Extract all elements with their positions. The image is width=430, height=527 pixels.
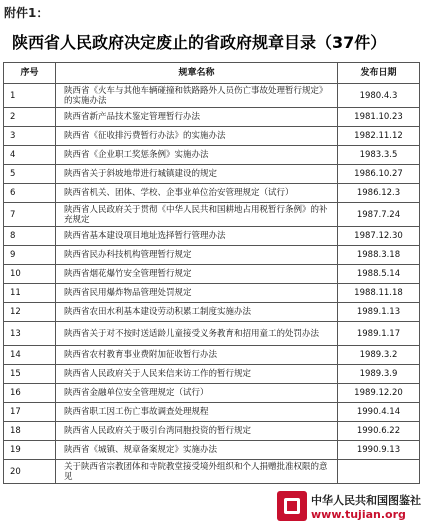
header-name: 规章名称: [56, 63, 338, 84]
row-name: 陕西省关于斜坡地带进行城镇建设的规定: [56, 165, 338, 184]
row-name: 陕西省人民政府关于吸引台湾同胞投资的暂行规定: [56, 422, 338, 441]
table-row: [4, 403, 420, 422]
table-row: [4, 322, 420, 346]
row-date: 1981.10.23: [338, 108, 420, 127]
row-date: 1989.1.13: [338, 303, 420, 322]
row-number: 1: [4, 84, 56, 108]
row-name: 陕西省民用爆炸物品管理处罚规定: [56, 284, 338, 303]
row-date: 1990.9.13: [338, 441, 420, 460]
row-name: 陕西省机关、团体、学校、企事业单位治安管理规定（试行）: [56, 184, 338, 203]
row-date: 1987.7.24: [338, 203, 420, 227]
table-row: [4, 84, 420, 108]
row-number: 6: [4, 184, 56, 203]
row-number: 12: [4, 303, 56, 322]
row-date: 1980.4.3: [338, 84, 420, 108]
row-number: 2: [4, 108, 56, 127]
row-number: 7: [4, 203, 56, 227]
row-date: 1988.3.18: [338, 246, 420, 265]
row-number: 9: [4, 246, 56, 265]
row-number: 3: [4, 127, 56, 146]
row-number: 16: [4, 384, 56, 403]
row-name: 陕西省《征收排污费暂行办法》的实施办法: [56, 127, 338, 146]
row-date: 1989.3.2: [338, 346, 420, 365]
row-name: 陕西省金融单位安全管理规定（试行）: [56, 384, 338, 403]
table-row: [4, 422, 420, 441]
row-name: 陕西省烟花爆竹安全管理暂行规定: [56, 265, 338, 284]
table-row: [4, 108, 420, 127]
table-row: [4, 146, 420, 165]
watermark: [274, 489, 424, 523]
tujian-logo-icon: [277, 491, 307, 521]
row-number: 18: [4, 422, 56, 441]
table-row: [4, 346, 420, 365]
row-date: 1988.11.18: [338, 284, 420, 303]
table-row: [4, 384, 420, 403]
row-date: 1990.4.14: [338, 403, 420, 422]
row-name: 陕西省《企业职工奖惩条例》实施办法: [56, 146, 338, 165]
row-number: 17: [4, 403, 56, 422]
row-number: 5: [4, 165, 56, 184]
row-number: 11: [4, 284, 56, 303]
row-date: 1983.3.5: [338, 146, 420, 165]
table-header-row: [4, 63, 420, 84]
row-date: 1990.6.22: [338, 422, 420, 441]
header-number: 序号: [4, 63, 56, 84]
row-number: 4: [4, 146, 56, 165]
table-row: [4, 246, 420, 265]
table-row: [4, 184, 420, 203]
row-number: 20: [4, 460, 56, 484]
row-name: 陕西省新产品技术鉴定管理暂行办法: [56, 108, 338, 127]
row-date: 1987.12.30: [338, 227, 420, 246]
watermark-text: [311, 492, 421, 521]
row-name: 关于陕西省宗教团体和寺院教堂接受境外组织和个人捐赠批准权限的意见: [56, 460, 338, 484]
row-number: 15: [4, 365, 56, 384]
table-row: [4, 284, 420, 303]
row-name: 陕西省民办科技机构管理暂行规定: [56, 246, 338, 265]
row-date: 1989.1.17: [338, 322, 420, 346]
row-date: 1989.12.20: [338, 384, 420, 403]
watermark-name: 中华人民共和国图鉴社: [311, 493, 421, 507]
row-name: 陕西省农村教育事业费附加征收暂行办法: [56, 346, 338, 365]
table-row: [4, 203, 420, 227]
row-name: 陕西省基本建设项目地址选择暂行管理办法: [56, 227, 338, 246]
row-name: 陕西省人民政府关于贯彻《中华人民共和国耕地占用税暂行条例》的补充规定: [56, 203, 338, 227]
row-number: 19: [4, 441, 56, 460]
row-date: 1986.12.3: [338, 184, 420, 203]
table-row: [4, 365, 420, 384]
table-row: [4, 303, 420, 322]
row-number: 13: [4, 322, 56, 346]
row-number: 8: [4, 227, 56, 246]
row-number: 10: [4, 265, 56, 284]
watermark-url: www.tujian.org: [311, 507, 406, 521]
regulation-table: [3, 62, 420, 484]
table-row: [4, 441, 420, 460]
table-row: [4, 227, 420, 246]
row-name: 陕西省《城镇、规章备案规定》实施办法: [56, 441, 338, 460]
page-title: 陕西省人民政府决定废止的省政府规章目录（37件）: [12, 33, 387, 52]
table-row: [4, 127, 420, 146]
table-row: [4, 165, 420, 184]
row-name: 陕西省《火车与其他车辆碰撞和铁路路外人员伤亡事故处理暂行规定》的实施办法: [56, 84, 338, 108]
row-date: 1988.5.14: [338, 265, 420, 284]
row-name: 陕西省职工因工伤亡事故调查处理规程: [56, 403, 338, 422]
row-name: 陕西省人民政府关于人民来信来访工作的暂行规定: [56, 365, 338, 384]
row-name: 陕西省关于对不按时送适龄儿童接受义务教育和招用童工的处罚办法: [56, 322, 338, 346]
row-date: 1986.10.27: [338, 165, 420, 184]
row-date: 1989.3.9: [338, 365, 420, 384]
table-row: [4, 460, 420, 484]
row-number: 14: [4, 346, 56, 365]
row-name: 陕西省农田水利基本建设劳动积累工制度实施办法: [56, 303, 338, 322]
attachment-label: 附件1：: [4, 6, 49, 20]
row-date: 1982.11.12: [338, 127, 420, 146]
header-date: 发布日期: [338, 63, 420, 84]
table-row: [4, 265, 420, 284]
row-date: [338, 460, 420, 484]
